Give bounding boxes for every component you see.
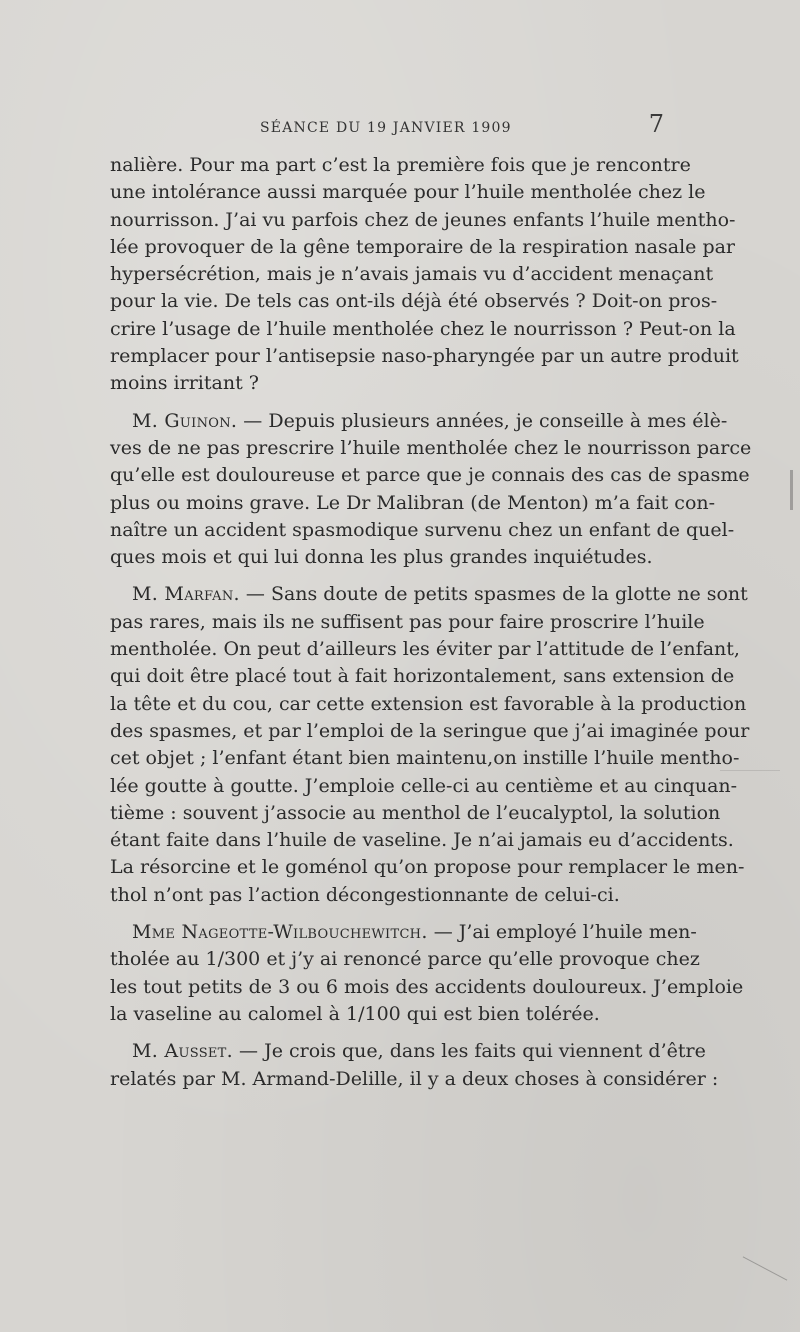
- running-title: SÉANCE DU 19 JANVIER 1909: [260, 120, 512, 136]
- text-line: ques mois et qui lui donna les plus grandes inquiétudes.: [110, 546, 653, 569]
- text-line: remplacer pour l’antisepsie naso-pharyngée par un autre produit: [110, 345, 739, 368]
- speaker-name: M. Marfan.: [132, 583, 240, 606]
- text-line: ves de ne pas prescrire l’huile mentholée chez le nourrisson parce: [110, 436, 752, 459]
- text-line: lée provoquer de la gêne temporaire de la respiration nasale par: [110, 235, 736, 258]
- text-line: thol n’ont pas l’action décongestionnante de celui-ci.: [110, 883, 620, 906]
- paragraph-marfan: [110, 581, 750, 909]
- paragraph-guinon: [110, 408, 752, 572]
- text-line: nalière. Pour ma part c’est la première fois que je rencontre: [110, 154, 691, 176]
- paragraph-ausset: [110, 1038, 719, 1093]
- text-fragment: — J’ai employé l’huile men-: [427, 921, 697, 944]
- text-line: mentholée. On peut d’ailleurs les éviter par l’attitude de l’enfant,: [110, 638, 740, 661]
- text-line: [110, 919, 697, 946]
- text-fragment: — Je crois que, dans les faits qui viennent d’être: [233, 1040, 706, 1063]
- paragraph-nageotte: [110, 919, 744, 1028]
- scan-mark: [743, 1256, 788, 1280]
- text-line: la tête et du cou, car cette extension est favorable à la production: [110, 692, 747, 715]
- speaker-name: M. Ausset.: [132, 1040, 233, 1063]
- text-line: cet objet ; l’enfant étant bien maintenu,on instille l’huile mentho-: [110, 747, 740, 770]
- speaker-name: Mme Nageotte-Wilbouchewitch.: [132, 921, 428, 944]
- text-line: des spasmes, et par l’emploi de la seringue que j’ai imaginée pour: [110, 719, 750, 742]
- text-line: lée goutte à goutte. J’emploie celle-ci au centième et au cinquan-: [110, 774, 738, 797]
- text-line: pas rares, mais ils ne suffisent pas pour faire proscrire l’huile: [110, 610, 705, 633]
- text-line: qui doit être placé tout à fait horizontalement, sans extension de: [110, 665, 735, 688]
- text-line: la vaseline au calomel à 1/100 qui est bien tolérée.: [110, 1002, 600, 1025]
- text-line: crire l’usage de l’huile mentholée chez le nourrisson ? Peut-on la: [110, 317, 736, 340]
- text-line: relatés par M. Armand-Delille, il y a deux choses à considérer :: [110, 1067, 719, 1090]
- text-line: [110, 581, 748, 608]
- text-line: tholée au 1/300 et j’y ai renoncé parce qu’elle provoque chez: [110, 948, 700, 971]
- body-text: [110, 152, 752, 1093]
- page-header: [110, 110, 670, 142]
- text-line: étant faite dans l’huile de vaseline. Je n’ai jamais eu d’accidents.: [110, 829, 734, 852]
- text-line: hypersécrétion, mais je n’avais jamais vu d’accident menaçant: [110, 263, 714, 286]
- text-line: nourrisson. J’ai vu parfois chez de jeunes enfants l’huile mentho-: [110, 208, 736, 231]
- text-line: [110, 1038, 706, 1065]
- scan-mark: [790, 470, 793, 510]
- text-line: une intolérance aussi marquée pour l’huile mentholée chez le: [110, 181, 706, 204]
- text-line: tième : souvent j’associe au menthol de l’eucalyptol, la solution: [110, 801, 721, 824]
- paragraph-continuation: [110, 152, 739, 398]
- scan-mark: [720, 770, 780, 771]
- text-line: [110, 408, 728, 435]
- text-fragment: — Sans doute de petits spasmes de la glotte ne sont: [239, 583, 748, 606]
- page-number: 7: [648, 110, 664, 138]
- text-line: plus ou moins grave. Le Dr Malibran (de Menton) m’a fait con-: [110, 491, 716, 514]
- text-line: moins irritant ?: [110, 372, 259, 395]
- speaker-name: M. Guinon.: [132, 409, 238, 432]
- text-line: La résorcine et le goménol qu’on propose pour remplacer le men-: [110, 856, 745, 879]
- text-line: qu’elle est douloureuse et parce que je connais des cas de spasme: [110, 464, 750, 487]
- text-line: pour la vie. De tels cas ont-ils déjà été observés ? Doit-on pros-: [110, 290, 718, 313]
- text-line: les tout petits de 3 ou 6 mois des accidents douloureux. J’emploie: [110, 975, 744, 998]
- text-line: naître un accident spasmodique survenu chez un enfant de quel-: [110, 518, 735, 541]
- text-fragment: — Depuis plusieurs années, je conseille à mes élè-: [237, 409, 728, 432]
